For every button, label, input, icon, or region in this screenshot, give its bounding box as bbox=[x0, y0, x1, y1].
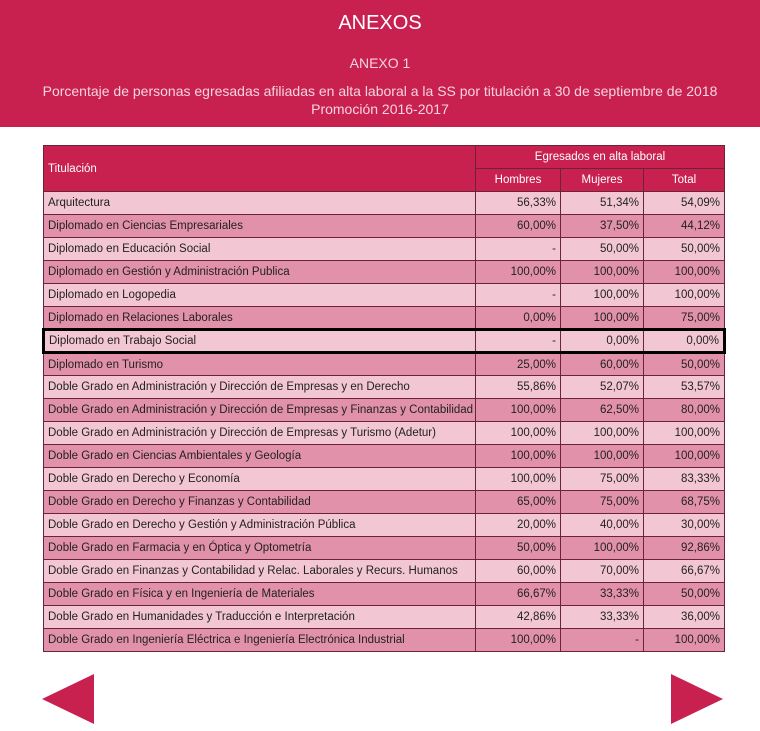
page-title: ANEXOS bbox=[338, 12, 422, 34]
cell-mujeres: 100,00% bbox=[561, 284, 644, 307]
cell-mujeres: 100,00% bbox=[561, 261, 644, 284]
cell-total: 100,00% bbox=[644, 629, 725, 652]
cell-titulacion: Doble Grado en Finanzas y Contabilidad y Relac. Laborales y Recurs. Humanos bbox=[44, 560, 476, 583]
cell-hombres: 100,00% bbox=[476, 468, 561, 491]
table-row bbox=[44, 307, 725, 330]
table-row bbox=[44, 468, 725, 491]
cell-mujeres: 51,34% bbox=[561, 192, 644, 215]
cell-total: 44,12% bbox=[644, 215, 725, 238]
cell-total: 100,00% bbox=[644, 422, 725, 445]
cell-hombres: 100,00% bbox=[476, 399, 561, 422]
cell-hombres: 60,00% bbox=[476, 560, 561, 583]
cell-total: 80,00% bbox=[644, 399, 725, 422]
cell-hombres: - bbox=[476, 284, 561, 307]
cell-hombres: 100,00% bbox=[476, 422, 561, 445]
cell-mujeres: 33,33% bbox=[561, 606, 644, 629]
cell-mujeres: 50,00% bbox=[561, 238, 644, 261]
cell-total: 66,67% bbox=[644, 560, 725, 583]
cell-titulacion: Doble Grado en Derecho y Gestión y Administración Pública bbox=[44, 514, 476, 537]
cell-hombres: 60,00% bbox=[476, 215, 561, 238]
cell-total: 100,00% bbox=[644, 261, 725, 284]
header-hombres: Hombres bbox=[476, 169, 561, 192]
cell-total: 53,57% bbox=[644, 376, 725, 399]
table-row bbox=[44, 445, 725, 468]
cell-total: 100,00% bbox=[644, 284, 725, 307]
header-total: Total bbox=[644, 169, 725, 192]
cell-mujeres: 60,00% bbox=[561, 353, 644, 376]
table-row bbox=[44, 606, 725, 629]
cell-hombres: 56,33% bbox=[476, 192, 561, 215]
header-titulacion: Titulación bbox=[44, 146, 476, 192]
description-line-1: Porcentaje de personas egresadas afiliadas en alta laboral a la SS por titulación a 30 de septiembre de 2018 bbox=[42, 83, 718, 99]
employment-table bbox=[42, 145, 726, 652]
cell-total: 36,00% bbox=[644, 606, 725, 629]
cell-titulacion: Doble Grado en Derecho y Economía bbox=[44, 468, 476, 491]
cell-hombres: 100,00% bbox=[476, 261, 561, 284]
cell-hombres: 100,00% bbox=[476, 445, 561, 468]
table-row bbox=[44, 215, 725, 238]
cell-titulacion: Diplomado en Educación Social bbox=[44, 238, 476, 261]
cell-titulacion: Doble Grado en Administración y Dirección de Empresas y Turismo (Adetur) bbox=[44, 422, 476, 445]
arrow-left-icon[interactable] bbox=[42, 674, 94, 724]
table-row bbox=[44, 583, 725, 606]
cell-hombres: 42,86% bbox=[476, 606, 561, 629]
cell-titulacion: Doble Grado en Física y en Ingeniería de Materiales bbox=[44, 583, 476, 606]
cell-titulacion: Diplomado en Ciencias Empresariales bbox=[44, 215, 476, 238]
cell-titulacion: Diplomado en Turismo bbox=[44, 353, 476, 376]
cell-titulacion: Diplomado en Relaciones Laborales bbox=[44, 307, 476, 330]
cell-total: 30,00% bbox=[644, 514, 725, 537]
cell-total: 50,00% bbox=[644, 583, 725, 606]
cell-mujeres: 100,00% bbox=[561, 422, 644, 445]
arrow-right-icon[interactable] bbox=[671, 674, 723, 724]
table-row bbox=[44, 422, 725, 445]
cell-total: 50,00% bbox=[644, 238, 725, 261]
table-row bbox=[44, 399, 725, 422]
cell-mujeres: - bbox=[561, 629, 644, 652]
cell-mujeres: 33,33% bbox=[561, 583, 644, 606]
cell-total: 68,75% bbox=[644, 491, 725, 514]
cell-hombres: 55,86% bbox=[476, 376, 561, 399]
cell-hombres: - bbox=[476, 330, 561, 353]
cell-total: 0,00% bbox=[644, 330, 725, 353]
header-mujeres: Mujeres bbox=[561, 169, 644, 192]
table-row bbox=[44, 537, 725, 560]
table-row bbox=[44, 353, 725, 376]
cell-titulacion: Doble Grado en Administración y Dirección de Empresas y en Derecho bbox=[44, 376, 476, 399]
table-row bbox=[44, 514, 725, 537]
cell-mujeres: 70,00% bbox=[561, 560, 644, 583]
header-egresados-group: Egresados en alta laboral bbox=[476, 146, 725, 169]
table-row bbox=[44, 560, 725, 583]
cell-mujeres: 0,00% bbox=[561, 330, 644, 353]
cell-mujeres: 75,00% bbox=[561, 468, 644, 491]
table-row bbox=[44, 284, 725, 307]
cell-titulacion: Diplomado en Gestión y Administración Publica bbox=[44, 261, 476, 284]
cell-mujeres: 62,50% bbox=[561, 399, 644, 422]
cell-mujeres: 37,50% bbox=[561, 215, 644, 238]
cell-mujeres: 52,07% bbox=[561, 376, 644, 399]
cell-titulacion: Diplomado en Trabajo Social bbox=[44, 330, 476, 353]
cell-mujeres: 100,00% bbox=[561, 537, 644, 560]
cell-titulacion: Doble Grado en Derecho y Finanzas y Contabilidad bbox=[44, 491, 476, 514]
cell-hombres: 66,67% bbox=[476, 583, 561, 606]
cell-total: 92,86% bbox=[644, 537, 725, 560]
annex-label: ANEXO 1 bbox=[349, 55, 411, 71]
table-row bbox=[44, 491, 725, 514]
cell-mujeres: 100,00% bbox=[561, 445, 644, 468]
cell-titulacion: Arquitectura bbox=[44, 192, 476, 215]
table-row bbox=[44, 192, 725, 215]
cell-mujeres: 40,00% bbox=[561, 514, 644, 537]
cell-hombres: 50,00% bbox=[476, 537, 561, 560]
cell-titulacion: Doble Grado en Ciencias Ambientales y Geología bbox=[44, 445, 476, 468]
table-row bbox=[44, 330, 725, 353]
cell-total: 83,33% bbox=[644, 468, 725, 491]
table-row bbox=[44, 261, 725, 284]
cell-hombres: 25,00% bbox=[476, 353, 561, 376]
cell-titulacion: Doble Grado en Administración y Dirección de Empresas y Finanzas y Contabilidad bbox=[44, 399, 476, 422]
cell-titulacion: Doble Grado en Ingeniería Eléctrica e Ingeniería Electrónica Industrial bbox=[44, 629, 476, 652]
cell-titulacion: Doble Grado en Farmacia y en Óptica y Optometría bbox=[44, 537, 476, 560]
cell-mujeres: 75,00% bbox=[561, 491, 644, 514]
page-header bbox=[0, 0, 760, 127]
cell-total: 100,00% bbox=[644, 445, 725, 468]
table-row bbox=[44, 238, 725, 261]
cell-hombres: 100,00% bbox=[476, 629, 561, 652]
cell-total: 75,00% bbox=[644, 307, 725, 330]
table-row bbox=[44, 376, 725, 399]
cell-hombres: 0,00% bbox=[476, 307, 561, 330]
cell-titulacion: Diplomado en Logopedia bbox=[44, 284, 476, 307]
table-row bbox=[44, 629, 725, 652]
cell-hombres: - bbox=[476, 238, 561, 261]
description-line-2: Promoción 2016-2017 bbox=[311, 101, 449, 117]
cell-hombres: 65,00% bbox=[476, 491, 561, 514]
cell-hombres: 20,00% bbox=[476, 514, 561, 537]
cell-mujeres: 100,00% bbox=[561, 307, 644, 330]
cell-total: 50,00% bbox=[644, 353, 725, 376]
cell-total: 54,09% bbox=[644, 192, 725, 215]
cell-titulacion: Doble Grado en Humanidades y Traducción e Interpretación bbox=[44, 606, 476, 629]
table-description bbox=[0, 82, 760, 118]
